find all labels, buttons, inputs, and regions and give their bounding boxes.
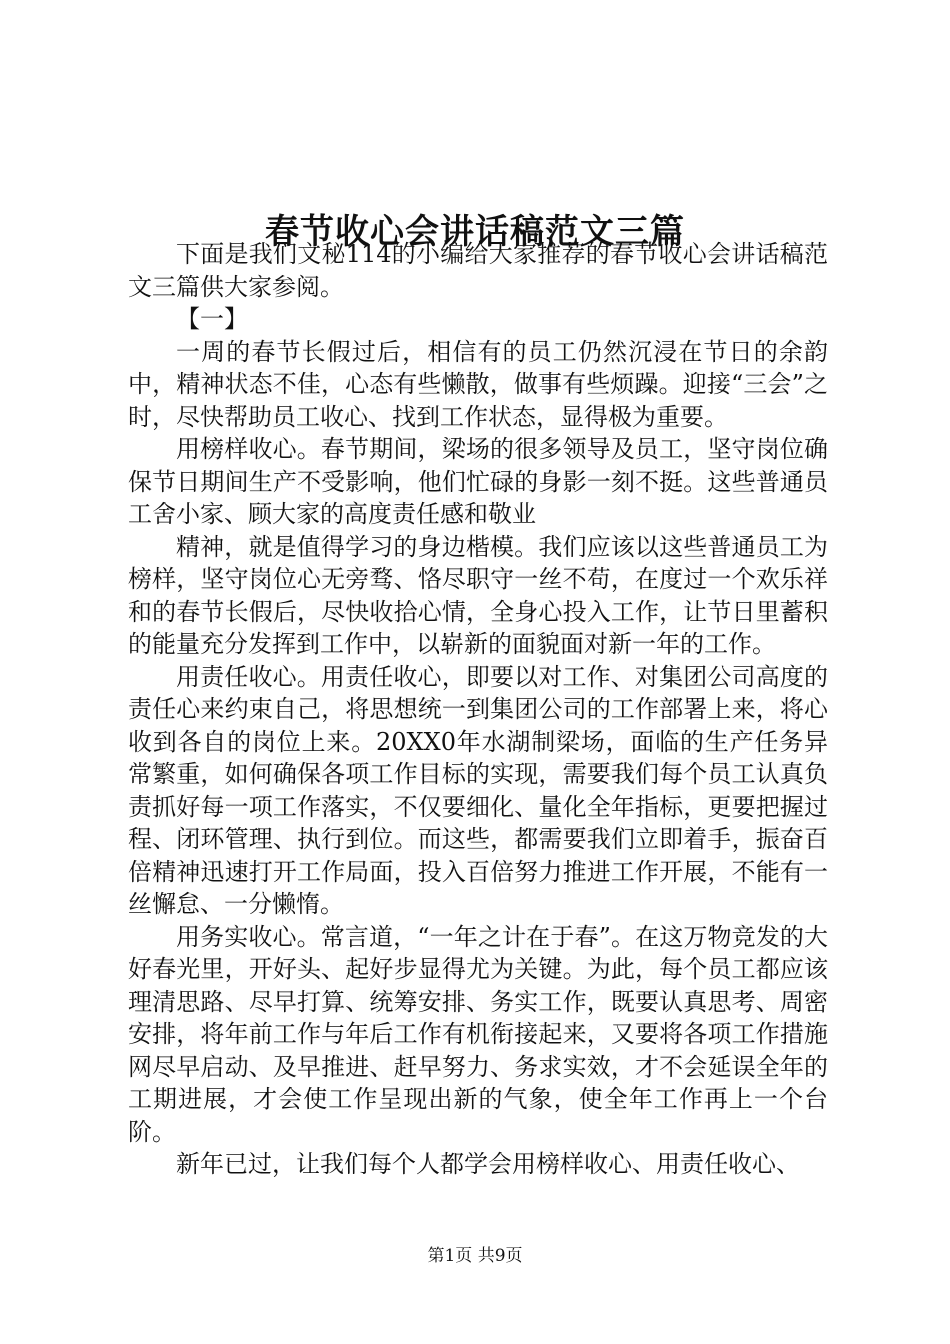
paragraph-intro: 下面是我们文秘114的小编给大家推荐的春节收心会讲话稿范文三篇供大家参阅。 [128, 240, 828, 301]
paragraph: 精神，就是值得学习的身边楷模。我们应该以这些普通员工为榜样，坚守岗位心无旁骛、恪尽职守一丝不苟，在度过一个欢乐祥和的春节长假后，尽快收拾心情，全身心投入工作，让节日里蓄积的能量充分发挥到工作中，以崭新的面貌面对新一年的工作。 [128, 532, 828, 658]
document-body [128, 238, 828, 1181]
paragraph: 用务实收心。常言道，“一年之计在于春”。在这万物竞发的大好春光里，开好头、起好步显得尤为关键。为此，每个员工都应该理清思路、尽早打算、统筹安排、务实工作，既要认真思考、周密安排，将年前工作与年后工作有机衔接起来，又要将各项工作措施网尽早启动、及早推进、赶早努力、务求实效，才不会延误全年的工期进展，才会使工作呈现出新的气象，使全年工作再上一个台阶。 [128, 922, 828, 1146]
paragraph: 用责任收心。用责任收心，即要以对工作、对集团公司高度的责任心来约束自己，将思想统一到集团公司的工作部署上来，将心收到各自的岗位上来。20XX0年水湖制梁场，面临的生产任务异常繁重，如何确保各项工作目标的实现，需要我们每个员工认真负责抓好每一项工作落实，不仅要细化、量化全年指标，更要把握过程、闭环管理、执行到位。而这些，都需要我们立即着手，振奋百倍精神迅速打开工作局面，投入百倍努力推进工作开展，不能有一丝懈怠、一分懒惰。 [128, 662, 828, 918]
paragraph: 用榜样收心。春节期间，梁场的很多领导及员工，坚守岗位确保节日期间生产不受影响，他们忙碌的身影一刻不挺。这些普通员工舍小家、顾大家的高度责任感和敬业 [128, 435, 828, 528]
document-title: 春节收心会讲话稿范文三篇 [265, 211, 685, 252]
paragraph: 新年已过，让我们每个人都学会用榜样收心、用责任收心、 [176, 1150, 800, 1178]
paragraph: 一周的春节长假过后，相信有的员工仍然沉浸在节日的余韵中，精神状态不佳，心态有些懒散，做事有些烦躁。迎接“三会”之时，尽快帮助员工收心、找到工作状态，显得极为重要。 [128, 337, 828, 431]
section-heading: 【一】 [176, 305, 248, 333]
page-footer: 第1页 共9页 [427, 1246, 523, 1266]
